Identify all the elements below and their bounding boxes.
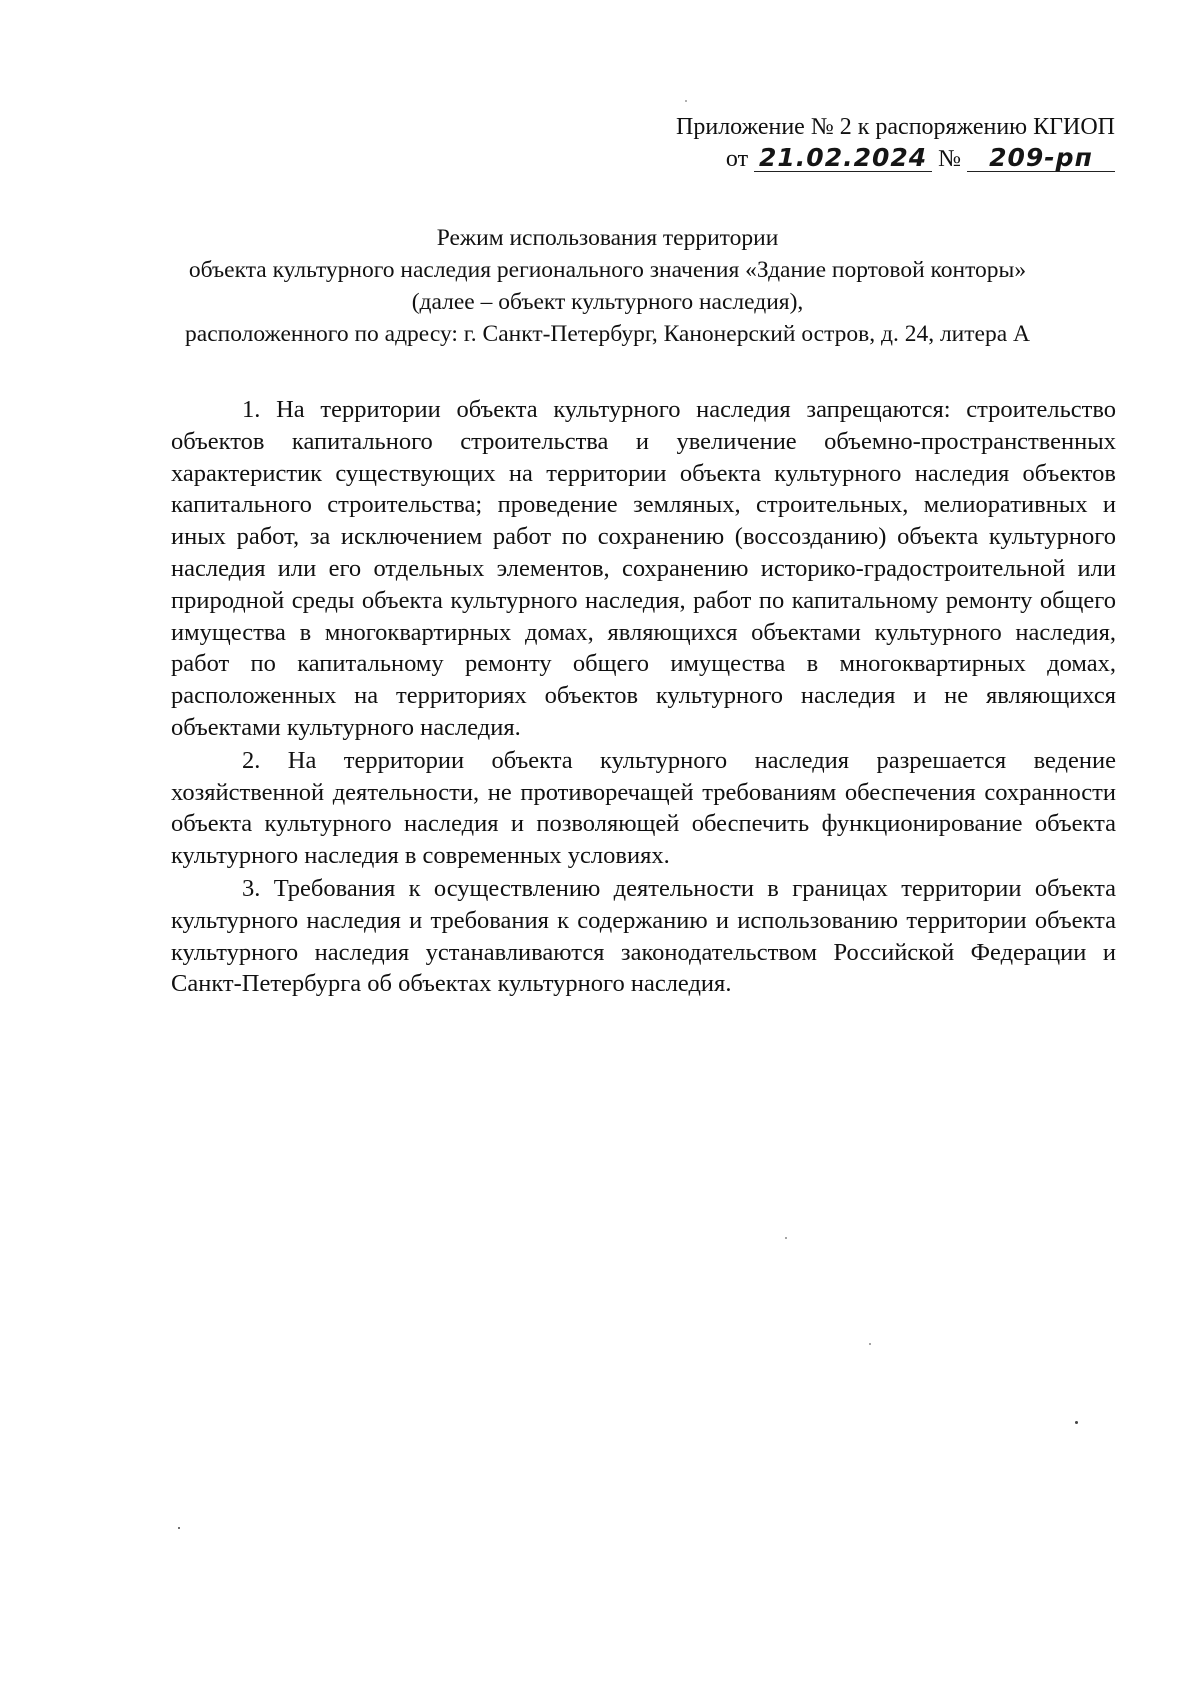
document-body (171, 394, 1116, 1001)
title-line-3: (далее – объект культурного наследия), (411, 289, 804, 315)
appendix-date-number-line (676, 144, 1115, 174)
scan-speck (1075, 1421, 1078, 1424)
appendix-header (676, 112, 1115, 174)
paragraph-2: 2. На территории объекта культурного наследия разрешается ведение хозяйственной деятельности, не противоречащей требованиям обеспечения сохранности объекта культурного наследия и позволяющей обеспечить функционирование объекта культурного наследия в современных условиях. (171, 746, 1116, 870)
title-line-1: Режим использования территории (436, 225, 779, 251)
paragraph-1: 1. На территории объекта культурного наследия запрещаются: строительство объектов капитального строительства и увеличение объемно-пространственных характеристик существующих на территории объекта культурного наследия объектов капитального строительства; проведение земляных, строительных, мелиоративных и иных работ, за исключением работ по сохранению (воссозданию) объекта культурного наследия или его отдельных элементов, сохранению историко-градостроительной или природной среды объекта культурного наследия, работ по капитальному ремонту общего имущества в многоквартирных домах, являющихся объектами культурного наследия, работ по капитальному ремонту общего имущества в многоквартирных домах, расположенных на территориях объектов культурного наследия и не являющихся объектами культурного наследия. (171, 396, 1116, 741)
scan-speck (869, 1343, 871, 1345)
scan-speck (785, 1237, 787, 1239)
date-prefix: от (725, 146, 749, 172)
scan-speck (685, 100, 687, 102)
paragraph-3: 3. Требования к осуществлению деятельности в границах территории объекта культурного наследия и требования к содержанию и использованию территории объекта культурного наследия устанавливаются законодательством Российской Федерации и Санкт-Петербурга об объектах культурного наследия. (171, 874, 1116, 998)
handwritten-date: 21.02.2024 (754, 145, 932, 172)
title-line-2: объекта культурного наследия регионального значения «Здание портовой конторы» (188, 257, 1027, 283)
appendix-title: Приложение № 2 к распоряжению КГИОП (676, 114, 1115, 140)
number-prefix: № (938, 146, 961, 172)
title-line-4: расположенного по адресу: г. Санкт-Петербург, Канонерский остров, д. 24, литера А (185, 321, 1030, 347)
scan-speck (178, 1527, 180, 1529)
handwritten-order-number: 209-рп (967, 145, 1115, 172)
document-title (150, 222, 1065, 350)
